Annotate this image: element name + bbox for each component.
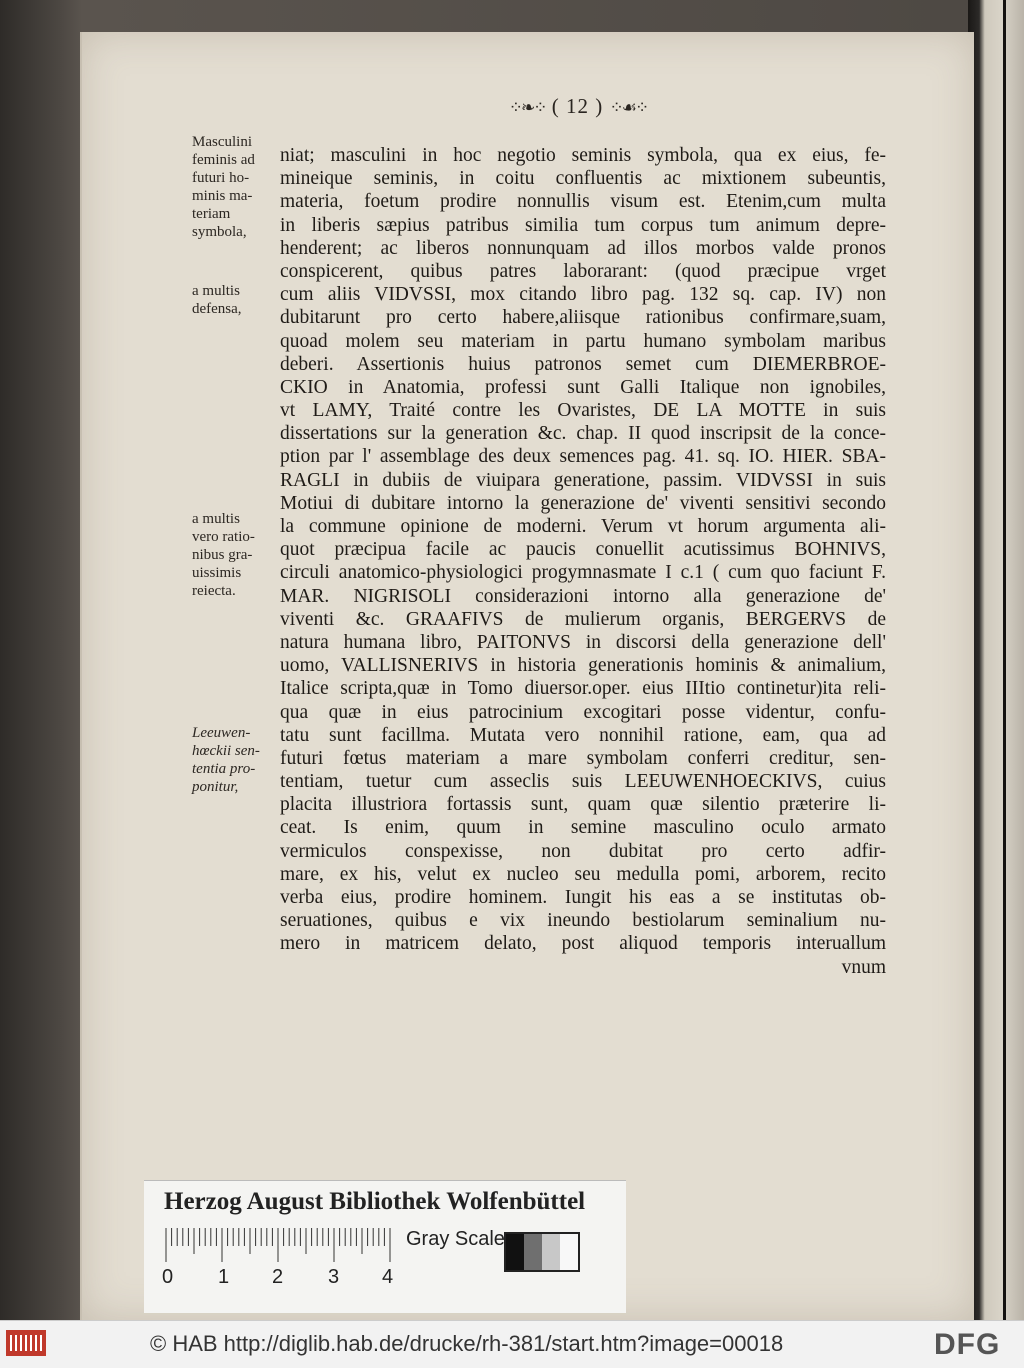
ruler-numbers xyxy=(160,1266,400,1292)
body-line: deberi. Assertionis huius patronos semet cum DIEMERBROE- xyxy=(280,353,886,375)
dfg-logo: DFG xyxy=(934,1328,1001,1361)
margin-note-line: feminis ad xyxy=(192,152,255,168)
body-line: Italice scripta,quæ in Tomo diuersor.oper. eius IIItio continetur)ita reli- xyxy=(280,678,886,700)
body-line: MAR. NIGRISOLI considerazioni intorno alla generazione de' xyxy=(280,585,886,607)
body-line: dissertations sur la generation &c. chap. II quod inscripsit de la conce- xyxy=(280,423,886,445)
margin-note-line: a multis xyxy=(192,511,240,527)
margin-note-line: vero ratio- xyxy=(192,529,255,545)
body-line: vnum xyxy=(841,956,886,978)
adjacent-page-edge xyxy=(968,0,1024,1320)
margin-note-line: nibus gra- xyxy=(192,547,253,563)
gray-swatch xyxy=(560,1234,578,1270)
body-line: ceat. Is enim, quum in semine masculino oculo armato xyxy=(280,817,886,839)
copyright-link[interactable]: © HAB http://diglib.hab.de/drucke/rh-381/start.htm?image=00018 xyxy=(150,1331,784,1356)
margin-note-line: minis ma- xyxy=(192,188,253,204)
body-line: henderent; ac liberos nonnunquam ad illos morbos valde pronos xyxy=(280,237,886,259)
body-line: mare, ex his, velut ex nucleo seu medulla pomi, arborem, recito xyxy=(280,863,886,885)
margin-note-line: a multis xyxy=(192,283,240,299)
body-line: placita illustriora fortassis sunt, quam quæ silentio præterire li- xyxy=(280,794,886,816)
body-line: Motiui di dubitare intorno la generazione de' viventi sensitivi secondo xyxy=(280,492,886,514)
margin-note-line: symbola, xyxy=(192,224,247,240)
body-line: vt LAMY, Traité contre les Ovaristes, DE LA MOTTE in suis xyxy=(280,400,886,422)
body-line: tentiam, tuetur cum asseclis suis LEEUWENHOECKIVS, cuius xyxy=(280,771,886,793)
gray-swatch xyxy=(524,1234,542,1270)
body-line: conspicerent, quibus patres laborarant: (quod præcipue vrget xyxy=(280,260,886,282)
binding-shadow xyxy=(1003,0,1006,1320)
body-line: seruationes, quibus e vix ineundo bestiolarum seminalium nu- xyxy=(280,910,886,932)
margin-note-line: hœckii sen- xyxy=(192,743,260,759)
body-line: la commune opinione de moderni. Verum vt horum argumenta ali- xyxy=(280,516,886,537)
ruler-number: 2 xyxy=(272,1266,284,1288)
ruler-number: 1 xyxy=(218,1266,230,1288)
gray-scale-label: Gray Scale xyxy=(406,1228,505,1250)
ruler-number: 3 xyxy=(328,1266,340,1288)
body-line: quoad molem seu materiam in partu humano symbolam maribus xyxy=(280,330,886,352)
margin-note-line: reiecta. xyxy=(192,583,236,599)
library-logo-icon xyxy=(6,1330,46,1356)
margin-note-4 xyxy=(192,724,276,796)
body-line: cum aliis VIDVSSI, mox citando libro pag. 132 sq. cap. IV) non xyxy=(280,284,886,306)
page-number: ( 12 ) xyxy=(551,94,604,118)
ruler-scale xyxy=(164,1228,396,1264)
margin-note-line: Leeuwen- xyxy=(192,725,251,741)
body-line: qua quæ in eius patrocinium excogitari posse videntur, confu- xyxy=(280,701,886,723)
ruler-number: 4 xyxy=(382,1266,394,1288)
body-line: viventi &c. GRAAFIVS de mulierum organis, BERGERVS de xyxy=(280,608,886,630)
margin-note-2 xyxy=(192,282,276,318)
margin-note-line: Masculini xyxy=(192,134,252,150)
margin-note-line: futuri ho- xyxy=(192,170,250,186)
body-line: dubitarunt pro certo habere,aliisque rationibus confirmare,suam, xyxy=(280,307,886,329)
body-line: mero in matricem delato, post aliquod temporis interuallum xyxy=(280,933,886,955)
gray-swatch xyxy=(506,1234,524,1270)
page-header xyxy=(478,94,678,119)
body-line: RAGLI in dubiis de viuipara generatione, passim. VIDVSSI in suis xyxy=(280,469,886,491)
margin-note-line: teriam xyxy=(192,206,231,222)
margin-note-line: tentia pro- xyxy=(192,761,256,777)
margin-note-3 xyxy=(192,510,276,600)
library-title: Herzog August Bibliothek Wolfenbüttel xyxy=(164,1188,586,1215)
body-line: natura humana libro, PAITONVS in discorsi della generazione dell' xyxy=(280,631,886,653)
body-line: circuli anatomico-physiologici progymnasmate I c.1 ( cum quo faciunt F. xyxy=(280,562,886,584)
body-line: in liberis sæpius patribus similia tum corpus tum animum depre- xyxy=(280,214,886,236)
body-line: ption par l' assemblage des deux semences pag. 41. sq. IO. HIER. SBA- xyxy=(280,446,886,468)
body-line: tatu sunt facillma. Mutata vero nonnihil ratione, eam, qua ad xyxy=(280,724,886,746)
body-line: quot præcipua facile ac paucis conuellit acutissimus BOHNIVS, xyxy=(280,539,886,561)
ruler-number: 0 xyxy=(162,1266,174,1288)
header-ornament-right: ⁘☙⁘ xyxy=(609,98,648,117)
body-line: mineique seminis, in coitu confluentis ac mixtionem subeuntis, xyxy=(280,168,886,190)
body-line: niat; masculini in hoc negotio seminis symbola, qua ex eius, fe- xyxy=(280,145,886,166)
margin-note-line: defensa, xyxy=(192,301,242,317)
header-ornament-left: ⁘❧⁘ xyxy=(508,98,546,117)
margin-note-line: ponitur, xyxy=(192,779,239,795)
body-line: futuri fœtus materiam a mare symbolam conferri creditur, sen- xyxy=(280,747,886,769)
margin-note-1 xyxy=(192,133,276,241)
body-line: uomo, VALLISNERIVS in historia generationis hominis & animalium, xyxy=(280,655,886,677)
gray-scale-swatches xyxy=(504,1232,580,1272)
body-line: verba eius, prodire hominem. Iungit his eas a se institutas ob- xyxy=(280,887,886,908)
gray-swatch xyxy=(542,1234,560,1270)
body-line: vermiculos conspexisse, non dubitat pro certo adfir- xyxy=(280,840,886,862)
body-line: CKIO in Anatomia, professi sunt Galli Italique non ignobiles, xyxy=(280,376,886,398)
margin-note-line: uissimis xyxy=(192,565,242,581)
body-text xyxy=(280,144,886,979)
body-line: materia, foetum prodire nonnullis visum est. Etenim,cum multa xyxy=(280,191,886,213)
